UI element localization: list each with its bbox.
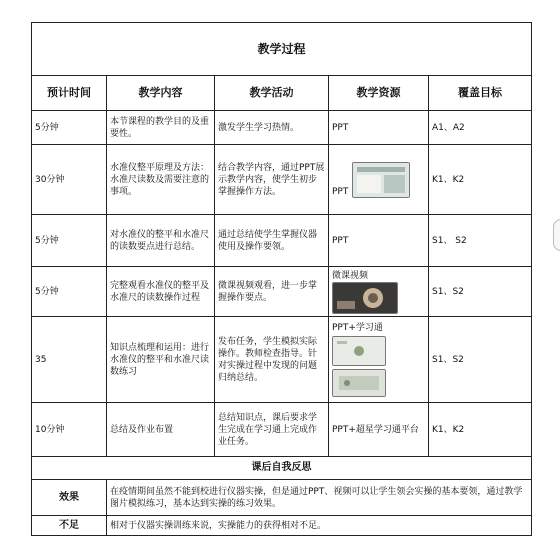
cell-goal: S1、S2 [429, 317, 532, 403]
lesson-plan-table-frame [31, 22, 531, 532]
cell-resource: PPT+超星学习通平台 [329, 403, 429, 457]
table-row [32, 317, 532, 403]
cell-resource [329, 145, 429, 215]
header-goal: 覆盖目标 [429, 76, 532, 111]
cell-content: 完整观看水准仪的整平及水准尺的读数操作过程 [107, 267, 215, 317]
cell-resource: PPT [329, 215, 429, 267]
practice-thumbnail-image [332, 336, 386, 366]
ppt-thumbnail-image [352, 162, 410, 198]
shortcoming-label: 不足 [32, 516, 107, 536]
header-time: 预计时间 [32, 76, 107, 111]
reflection-title: 课后自我反思 [32, 457, 532, 480]
table-row [32, 267, 532, 317]
cell-goal: K1、K2 [429, 145, 532, 215]
table-title: 教学过程 [32, 23, 532, 76]
table-row [32, 403, 532, 457]
cell-activity: 结合教学内容，通过PPT展示教学内容，使学生初步掌握操作方法。 [215, 145, 329, 215]
cell-goal: S1、S2 [429, 267, 532, 317]
cell-activity: 发布任务，学生模拟实际操作。教师检查指导。针对实操过程中发现的问题归纳总结。 [215, 317, 329, 403]
header-activity: 教学活动 [215, 76, 329, 111]
cell-goal: A1、A2 [429, 111, 532, 145]
cell-time: 5分钟 [32, 215, 107, 267]
cell-content: 知识点梳理和运用：进行水准仪的整平和水准尺读数练习 [107, 317, 215, 403]
header-content: 教学内容 [107, 76, 215, 111]
cell-content: 对水准仪的整平和水准尺的读数要点进行总结。 [107, 215, 215, 267]
cell-content: 水准仪整平原理及方法：水准尺读数及需要注意的事项。 [107, 145, 215, 215]
cell-resource [329, 267, 429, 317]
cell-goal: S1、 S2 [429, 215, 532, 267]
shortcoming-text: 相对于仪器实操训练来说，实操能力的获得相对不足。 [107, 516, 532, 536]
video-thumbnail-image [332, 282, 398, 314]
cell-goal: K1、K2 [429, 403, 532, 457]
cell-time: 10分钟 [32, 403, 107, 457]
resource-label: PPT [332, 186, 349, 197]
header-resource: 教学资源 [329, 76, 429, 111]
resource-label: PPT+学习通 [332, 323, 383, 333]
side-scroll-handle[interactable] [553, 219, 560, 251]
cell-activity: 通过总结使学生掌握仪器使用及操作要领。 [215, 215, 329, 267]
cell-time: 35 [32, 317, 107, 403]
cell-resource [329, 317, 429, 403]
cell-time: 5分钟 [32, 111, 107, 145]
effect-text: 在疫情期间虽然不能到校进行仪器实操，但是通过PPT、视频可以让学生领会实操的基本要领，通过教学图片模拟练习，基本达到实操的练习效果。 [107, 480, 532, 516]
effect-label: 效果 [32, 480, 107, 516]
cell-content: 总结及作业布置 [107, 403, 215, 457]
cell-activity: 总结知识点，课后要求学生完成在学习通上完成作业任务。 [215, 403, 329, 457]
table-row [32, 111, 532, 145]
cell-activity: 微课视频观看，进一步掌握操作要点。 [215, 267, 329, 317]
cell-time: 30分钟 [32, 145, 107, 215]
cell-content: 本节课程的教学目的及重要性。 [107, 111, 215, 145]
practice-thumbnail-image [332, 369, 386, 397]
cell-resource: PPT [329, 111, 429, 145]
teaching-process-table [31, 22, 532, 536]
cell-time: 5分钟 [32, 267, 107, 317]
cell-activity: 激发学生学习热情。 [215, 111, 329, 145]
table-row [32, 145, 532, 215]
resource-label: 微课视频 [332, 270, 369, 281]
table-row [32, 215, 532, 267]
